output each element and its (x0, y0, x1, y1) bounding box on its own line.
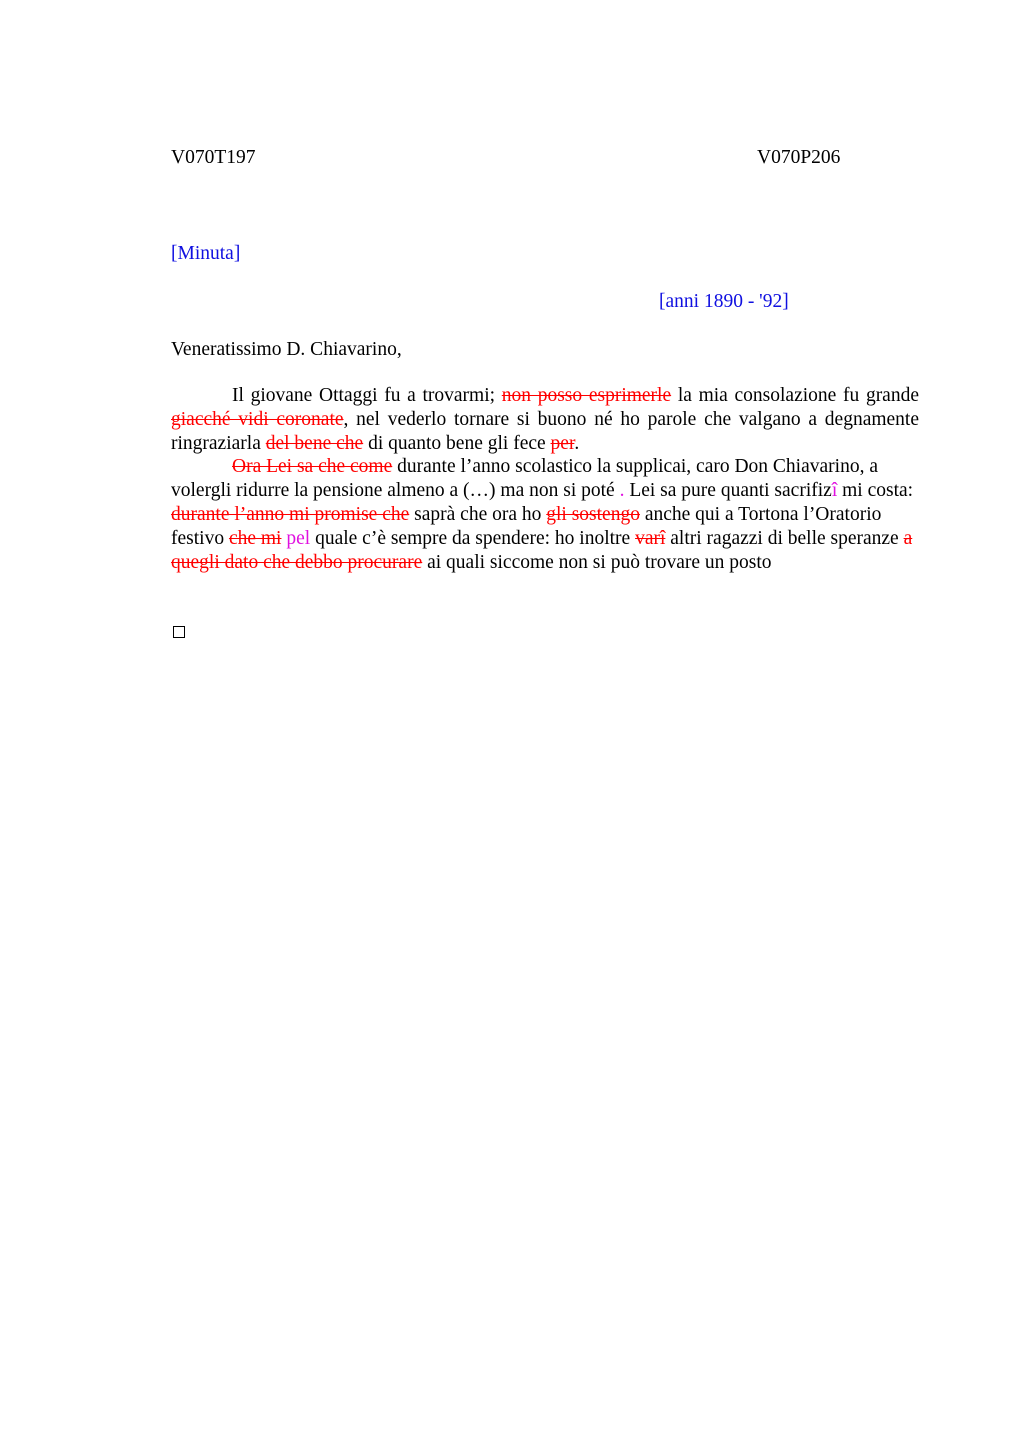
letter-body (171, 384, 919, 574)
deleted-text: gli sostengo (546, 503, 640, 525)
text-run: ai quali siccome non si può trovare un posto (422, 551, 772, 573)
deleted-text: durante l’anno mi promise che (171, 503, 410, 525)
text-run: durante l’anno scolastico la supplicai, caro Don Chiavarino, a volergli ridurre la pensione almeno a (…) ma non si poté (171, 456, 878, 502)
inserted-text: î (831, 480, 838, 502)
deleted-text: del bene che (265, 432, 364, 454)
deleted-text: non posso esprimerle (501, 385, 672, 406)
document-code-right: V070P206 (757, 147, 841, 168)
document-code-left: V070T197 (171, 147, 256, 168)
deleted-text: a quegli dato che debbo procurare (171, 527, 913, 573)
text-run: mi costa: (837, 480, 914, 502)
text-run: saprà che ora ho (409, 503, 547, 525)
letter-paragraph (171, 455, 919, 574)
text-run: Lei sa pure quanti sacrifiz (624, 480, 832, 502)
deleted-text: per (550, 432, 575, 454)
end-of-text-box-icon (173, 626, 185, 638)
text-run: , nel vederlo tornare si buono né ho parole che valgano a degnamente ringraziarla (171, 408, 919, 454)
deleted-text: varî (635, 527, 666, 549)
deleted-text: giacché vidi coronate (171, 408, 344, 430)
text-run: altri ragazzi di belle speranze (665, 527, 904, 549)
text-run: Il giovane Ottaggi fu a trovarmi; (232, 385, 502, 406)
document-date: [anni 1890 - '92] (659, 291, 789, 312)
text-run: la mia consolazione fu grande (671, 385, 919, 406)
text-run: di quanto bene gli fece (363, 432, 551, 454)
text-run: anche qui a Tortona l’Oratorio festivo (171, 503, 882, 549)
deleted-text: che mi (228, 527, 282, 549)
deleted-text: Ora Lei sa che come (232, 456, 393, 478)
inserted-text: pel (286, 527, 311, 549)
letter-salutation: Veneratissimo D. Chiavarino, (171, 339, 402, 360)
letter-paragraph (171, 384, 919, 455)
text-run: quale c’è sempre da spendere: ho inoltre (310, 527, 636, 549)
text-run: . (574, 432, 580, 454)
document-type-label: [Minuta] (171, 243, 241, 264)
inserted-text: . (619, 480, 625, 502)
